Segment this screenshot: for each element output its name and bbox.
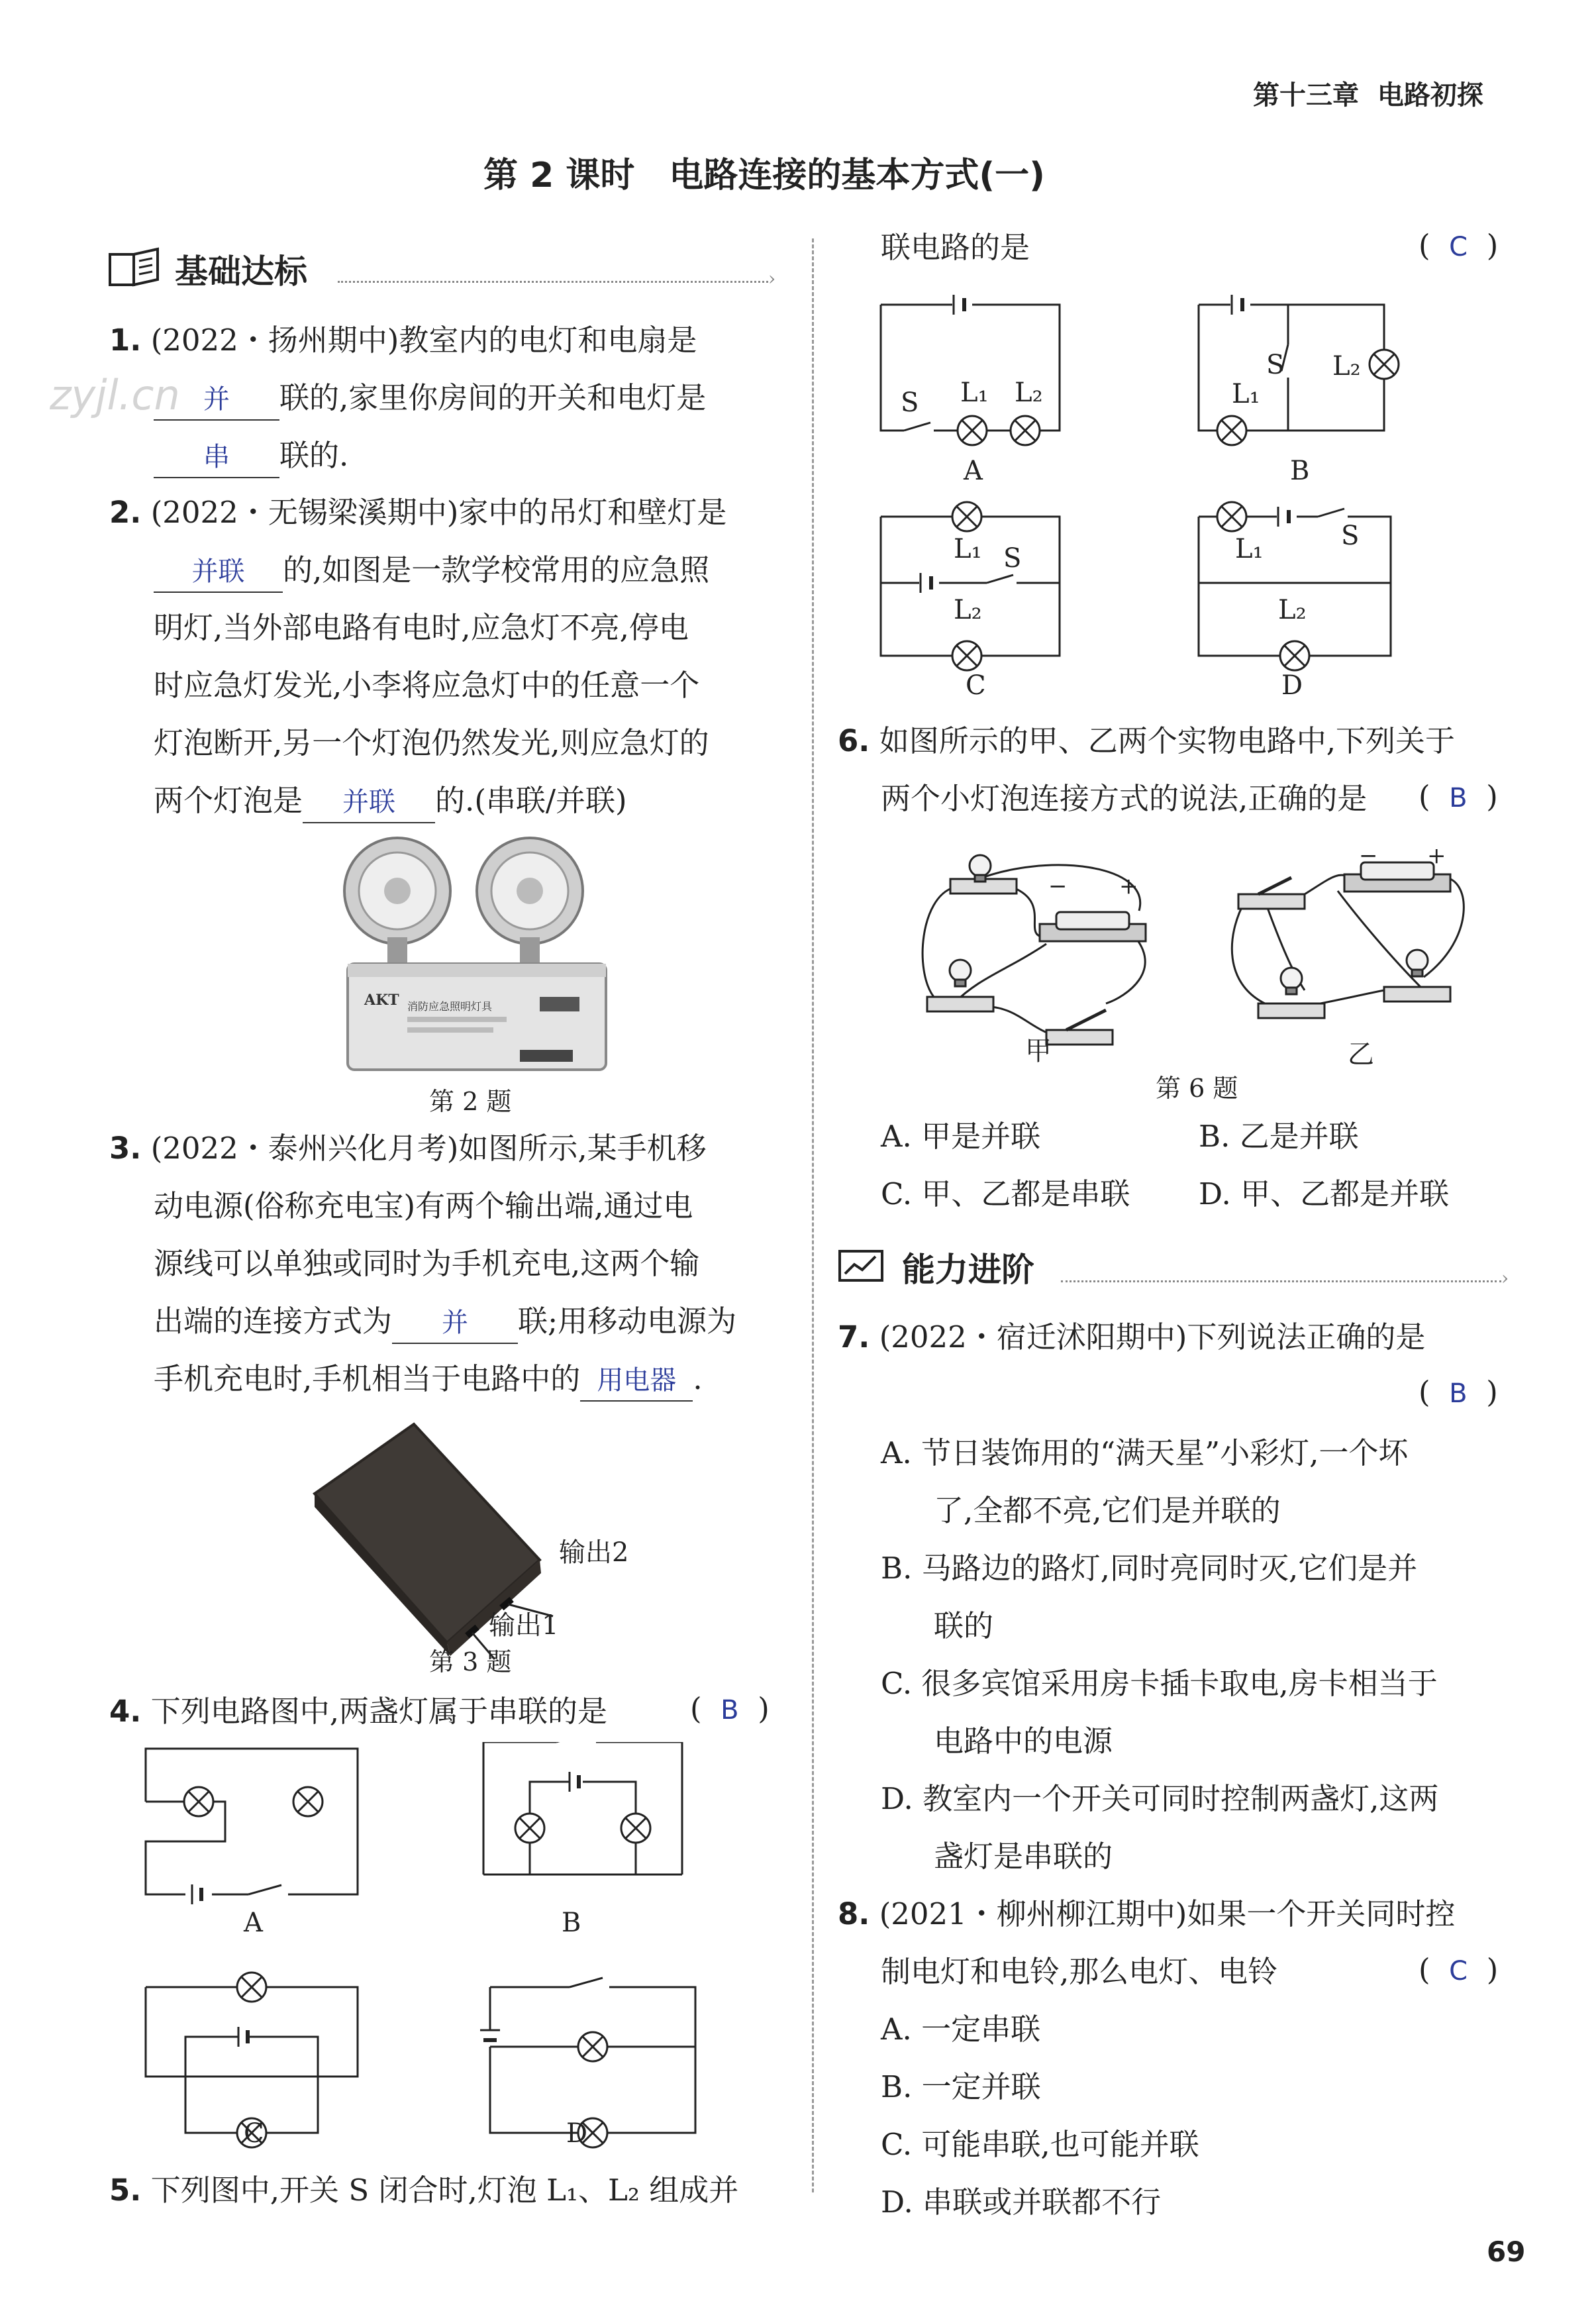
q7-option-c-line1: C. 很多宾馆采用房卡插卡取电,房卡相当于 [881,1666,1438,1701]
q8-option-d: D. 串联或并联都不行 [881,2184,1162,2220]
emergency-lamp-image [334,831,619,1076]
q8-number: 8. [838,1896,870,1931]
q1-line2: 并 联的,家里你房间的开关和电灯是 [154,369,706,427]
q5-label-d: D [1281,670,1303,701]
q2-line2: 并联 的,如图是一款学校常用的应急照 [154,541,709,599]
q3-caption: 第 3 题 [429,1647,512,1676]
q8-option-c: C. 可能串联,也可能并联 [881,2127,1199,2162]
q5-answer-paren: ( C ) [1419,228,1499,263]
q7-option-c-line2: 电路中的电源 [934,1723,1113,1759]
section-advanced-title: 能力进阶 [902,1251,1034,1289]
q5a-l2: L₂ [1015,378,1043,408]
q2-caption: 第 2 题 [429,1087,512,1116]
q4-label-c: C [244,2118,264,2149]
q7-line1: 7. (2022・宿迁沭阳期中)下列说法正确的是 [838,1319,1426,1355]
q3-number: 3. [109,1131,142,1166]
q1-number: 1. [109,323,142,358]
chart-icon [836,1245,889,1284]
q7-option-a-line1: A. 节日装饰用的“满天星”小彩灯,一个坏 [881,1435,1409,1470]
q5-circuit-b [1199,295,1399,445]
column-divider [812,238,814,2192]
q5-label-b: B [1290,456,1310,486]
q5-line2: 联电路的是 [881,230,1030,265]
q4-number: 4. [109,1694,142,1729]
page-number: 69 [1487,2236,1526,2268]
q5-label-c: C [966,670,986,701]
q5-answer: C [1449,232,1468,262]
q6-circuit-yi [1232,862,1464,1018]
arrow-icon: › [768,268,776,289]
q7-option-d-line1: D. 教室内一个开关可同时控制两盏灯,这两 [881,1781,1439,1816]
q4-answer: B [721,1695,739,1725]
q1-line1: 1. (2022・扬州期中)教室内的电灯和电扇是 [109,323,697,358]
q7-option-b-line1: B. 马路边的路灯,同时亮同时灭,它们是并 [881,1551,1418,1586]
arrow-icon-2: › [1501,1267,1509,1289]
q4-answer-paren: ( B ) [690,1691,770,1726]
q5a-s: S [901,387,919,418]
chapter-label: 第十三章 [1253,80,1359,111]
q3-line2: 动电源(俗称充电宝)有两个输出端,通过电 [154,1188,693,1223]
q3-answer-1: 并 [442,1308,469,1338]
q5-circuit-a [881,295,1060,445]
q7-answer: B [1449,1378,1468,1409]
q6-number: 6. [838,723,870,758]
q6-yi-minus: − [1359,843,1378,869]
output2-label: 输出2 [559,1537,629,1568]
q5-number: 5. [109,2173,142,2208]
q5d-l2: L₂ [1278,595,1307,625]
q6-answer: B [1449,783,1468,813]
q3-answer-2: 用电器 [597,1365,677,1396]
q3-line4: 出端的连接方式为 并 联;用移动电源为 [154,1292,736,1350]
q2-number: 2. [109,495,142,530]
q2-line6: 两个灯泡是 并联 的.(串联/并联) [154,772,627,829]
q5a-l1: L₁ [960,378,989,408]
q2-line1: 2. (2022・无锡梁溪期中)家中的吊灯和壁灯是 [109,495,727,530]
lamp-text: 消防应急照明灯具 [407,1000,493,1013]
q1-line3: 串 联的. [154,427,348,484]
q3-line5: 手机充电时,手机相当于电路中的 用电器 . [154,1350,703,1408]
q5c-l2: L₂ [954,595,982,625]
q7-option-b-line2: 联的 [934,1608,994,1643]
q1-answer-1: 并 [203,384,230,415]
q7-number: 7. [838,1319,870,1355]
q6-option-d: D. 甲、乙都是并联 [1199,1176,1450,1211]
q7-option-a-line2: 了,全都不亮,它们是并联的 [934,1493,1281,1528]
q5-label-a: A [964,456,983,486]
section-dotted-rule-2 [1061,1280,1501,1282]
q5b-l2: L₂ [1332,351,1361,382]
q6-jia-minus: − [1048,873,1068,900]
q8-option-a: A. 一定串联 [881,2012,1041,2047]
q6-yi-label: 乙 [1348,1039,1374,1070]
section-dotted-rule [338,281,768,283]
section-basic-title: 基础达标 [175,252,307,291]
q7-option-d-line2: 盏灯是串联的 [934,1839,1113,1874]
output1-label: 输出1 [489,1610,559,1641]
q6-line2: 两个小灯泡连接方式的说法,正确的是 [881,781,1368,816]
q6-yi-plus: + [1427,843,1446,869]
q5-line1: 5. 下列图中,开关 S 闭合时,灯泡 L₁、L₂ 组成并 [109,2173,739,2208]
lamp-brand: AKT [364,992,399,1009]
q2-line5: 灯泡断开,另一个灯泡仍然发光,则应急灯的 [154,725,709,760]
q3-line3: 源线可以单独或同时为手机充电,这两个输 [154,1246,700,1281]
q6-circuit-images [914,838,1497,1056]
q6-circuit-jia [923,855,1146,1045]
chapter-section: 电路初探 [1377,80,1483,111]
q8-answer-paren: ( C ) [1419,1952,1499,1987]
lesson-title: 第 2 课时 电路连接的基本方式(一) [483,156,1045,195]
q4-circuit-b [483,1742,682,1875]
q5b-s: S [1266,350,1285,380]
q5c-s: S [1003,543,1022,574]
q6-option-b: B. 乙是并联 [1199,1119,1359,1154]
section-advanced-header [836,1242,1518,1288]
book-icon [106,245,166,289]
q8-option-b: B. 一定并联 [881,2069,1041,2104]
q5b-l1: L₁ [1232,379,1260,409]
q5-circuit-c [881,502,1060,670]
watermark: zyjl.cn [50,371,180,419]
q8-line2: 制电灯和电铃,那么电灯、电铃 [881,1954,1278,1989]
q4-label-a: A [244,1908,263,1938]
q6-option-c: C. 甲、乙都是串联 [881,1176,1130,1211]
q4-line1: 4. 下列电路图中,两盏灯属于串联的是 [109,1694,608,1729]
q6-caption: 第 6 题 [1156,1074,1238,1103]
q6-jia-label: 甲 [1025,1036,1052,1066]
q2-line4: 时应急灯发光,小李将应急灯中的任意一个 [154,668,700,703]
q5c-l1: L₁ [954,534,982,564]
q2-answer-2: 并联 [342,787,396,817]
chapter-header [1253,74,1483,112]
q4-label-b: B [562,1908,581,1938]
q5-circuit-d [1199,502,1391,670]
q8-answer: C [1449,1956,1468,1986]
q1-answer-2: 串 [203,442,230,472]
q6-option-a: A. 甲是并联 [881,1119,1041,1154]
q4-label-d: D [566,2118,588,2149]
q6-jia-plus: + [1119,873,1138,900]
section-basic-header [106,244,785,290]
q5d-l1: L₁ [1235,534,1264,564]
q4-circuit-diagrams [132,1742,795,2166]
q3-line1: 3. (2022・泰州兴化月考)如图所示,某手机移 [109,1131,707,1166]
q6-answer-paren: ( B ) [1419,779,1498,814]
q8-line1: 8. (2021・柳州柳江期中)如果一个开关同时控 [838,1896,1456,1931]
q4-circuit-d [480,1978,695,2147]
q2-answer-1: 并联 [191,556,245,587]
q2-line3: 明灯,当外部电路有电时,应急灯不亮,停电 [154,610,689,645]
q4-circuit-a [146,1749,358,1904]
q6-line1: 6. 如图所示的甲、乙两个实物电路中,下列关于 [838,723,1456,758]
q5d-s: S [1341,521,1360,551]
q7-answer-paren: ( B ) [1419,1374,1498,1410]
